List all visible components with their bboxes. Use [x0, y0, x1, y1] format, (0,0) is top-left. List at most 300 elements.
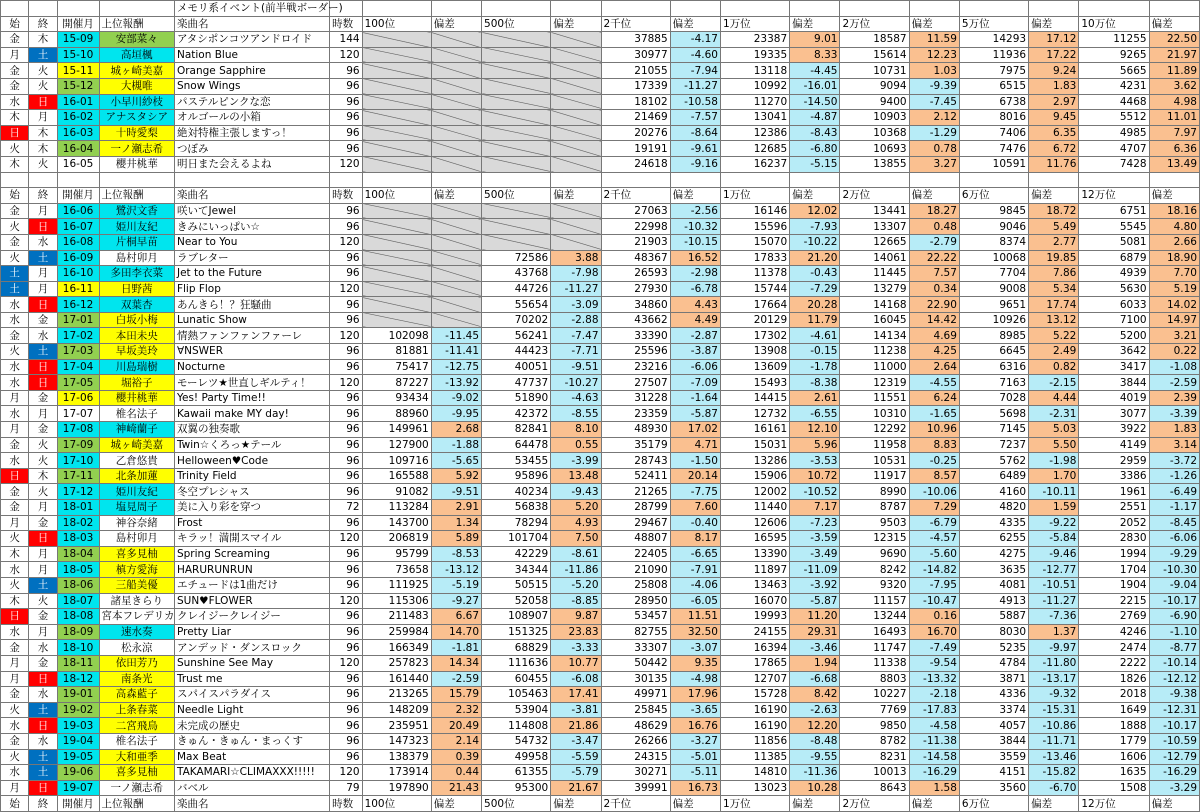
- month-cell[interactable]: 16-02: [57, 110, 99, 126]
- deviation-cell[interactable]: 18.27: [909, 203, 959, 219]
- border-value-cell[interactable]: 44423: [482, 344, 551, 360]
- border-value-cell[interactable]: 13041: [720, 110, 789, 126]
- border-value-cell[interactable]: 2215: [1079, 593, 1149, 609]
- deviation-cell[interactable]: -12.79: [1149, 749, 1199, 765]
- deviation-cell[interactable]: -3.59: [790, 531, 840, 547]
- deviation-cell[interactable]: [431, 203, 481, 219]
- reward-idol-cell[interactable]: 松永涼: [99, 640, 174, 656]
- border-value-cell[interactable]: 64478: [482, 437, 551, 453]
- deviation-cell[interactable]: 13.12: [1029, 312, 1079, 328]
- header-cell[interactable]: 終: [29, 796, 57, 812]
- deviation-cell[interactable]: 1.58: [909, 780, 959, 796]
- reward-idol-cell[interactable]: 日野茜: [99, 281, 174, 297]
- reward-idol-cell[interactable]: 塩見周子: [99, 500, 174, 516]
- border-value-cell[interactable]: 8374: [959, 234, 1028, 250]
- deviation-cell[interactable]: 7.17: [790, 500, 840, 516]
- end-day-cell[interactable]: 日: [29, 531, 57, 547]
- empty-cell[interactable]: [1, 1, 29, 17]
- deviation-cell[interactable]: 9.24: [1029, 63, 1079, 79]
- deviation-cell[interactable]: -11.27: [670, 78, 720, 94]
- start-day-cell[interactable]: 月: [1, 422, 29, 438]
- empty-cell[interactable]: [551, 172, 601, 188]
- border-value-cell[interactable]: 47737: [482, 375, 551, 391]
- empty-cell[interactable]: [790, 1, 840, 17]
- deviation-cell[interactable]: -3.49: [790, 546, 840, 562]
- border-value-cell[interactable]: 7145: [959, 422, 1028, 438]
- reward-idol-cell[interactable]: 大和亜季: [99, 749, 174, 765]
- reward-idol-cell[interactable]: 依田芳乃: [99, 655, 174, 671]
- border-value-cell[interactable]: 5630: [1079, 281, 1149, 297]
- deviation-cell[interactable]: -6.06: [670, 359, 720, 375]
- deviation-cell[interactable]: -8.55: [551, 406, 601, 422]
- empty-cell[interactable]: [720, 1, 789, 17]
- start-day-cell[interactable]: 水: [1, 562, 29, 578]
- border-value-cell[interactable]: 93434: [362, 390, 431, 406]
- border-value-cell[interactable]: 11917: [840, 468, 909, 484]
- deviation-cell[interactable]: -6.79: [909, 515, 959, 531]
- hours-cell[interactable]: 96: [330, 422, 362, 438]
- deviation-cell[interactable]: [551, 125, 601, 141]
- border-value-cell[interactable]: 12665: [840, 234, 909, 250]
- header-cell[interactable]: 500位: [482, 16, 551, 32]
- deviation-cell[interactable]: 6.72: [1029, 141, 1079, 157]
- end-day-cell[interactable]: 土: [29, 702, 57, 718]
- deviation-cell[interactable]: 4.44: [1029, 390, 1079, 406]
- song-cell[interactable]: Nocturne: [174, 359, 329, 375]
- header-cell[interactable]: 偏差: [431, 188, 481, 204]
- border-value-cell[interactable]: 68829: [482, 640, 551, 656]
- deviation-cell[interactable]: -5.60: [909, 546, 959, 562]
- border-value-cell[interactable]: 11551: [840, 390, 909, 406]
- reward-idol-cell[interactable]: 槙方愛海: [99, 562, 174, 578]
- deviation-cell[interactable]: 0.82: [1029, 359, 1079, 375]
- month-cell[interactable]: 18-04: [57, 546, 99, 562]
- start-day-cell[interactable]: 金: [1, 328, 29, 344]
- border-value-cell[interactable]: 48367: [601, 250, 670, 266]
- empty-cell[interactable]: [601, 172, 670, 188]
- song-cell[interactable]: クレイジークレイジー: [174, 609, 329, 625]
- header-cell[interactable]: 偏差: [551, 188, 601, 204]
- deviation-cell[interactable]: -7.71: [551, 344, 601, 360]
- border-value-cell[interactable]: 6738: [959, 94, 1028, 110]
- month-cell[interactable]: 16-12: [57, 297, 99, 313]
- border-value-cell[interactable]: 16493: [840, 624, 909, 640]
- border-value-cell[interactable]: 2830: [1079, 531, 1149, 547]
- border-value-cell[interactable]: 8803: [840, 671, 909, 687]
- border-value-cell[interactable]: 8782: [840, 733, 909, 749]
- deviation-cell[interactable]: -4.60: [670, 47, 720, 63]
- start-day-cell[interactable]: 水: [1, 453, 29, 469]
- deviation-cell[interactable]: 5.19: [1149, 281, 1199, 297]
- border-value-cell[interactable]: [362, 47, 431, 63]
- border-value-cell[interactable]: 13023: [720, 780, 789, 796]
- deviation-cell[interactable]: 7.57: [909, 266, 959, 282]
- deviation-cell[interactable]: -2.31: [1029, 406, 1079, 422]
- end-day-cell[interactable]: 木: [29, 125, 57, 141]
- header-cell[interactable]: 6万位: [959, 796, 1028, 812]
- end-day-cell[interactable]: 日: [29, 359, 57, 375]
- border-value-cell[interactable]: 7237: [959, 437, 1028, 453]
- deviation-cell[interactable]: -9.51: [431, 484, 481, 500]
- start-day-cell[interactable]: 金: [1, 234, 29, 250]
- border-value-cell[interactable]: 4939: [1079, 266, 1149, 282]
- header-cell[interactable]: 偏差: [670, 796, 720, 812]
- deviation-cell[interactable]: 8.17: [670, 531, 720, 547]
- deviation-cell[interactable]: -11.27: [1029, 593, 1079, 609]
- start-day-cell[interactable]: 日: [1, 468, 29, 484]
- border-value-cell[interactable]: 5887: [959, 609, 1028, 625]
- end-day-cell[interactable]: 土: [29, 577, 57, 593]
- end-day-cell[interactable]: 金: [29, 390, 57, 406]
- border-value-cell[interactable]: 8643: [840, 780, 909, 796]
- border-value-cell[interactable]: 4985: [1079, 125, 1149, 141]
- deviation-cell[interactable]: 10.77: [551, 655, 601, 671]
- border-value-cell[interactable]: 28799: [601, 500, 670, 516]
- month-cell[interactable]: 16-09: [57, 250, 99, 266]
- deviation-cell[interactable]: -14.58: [909, 749, 959, 765]
- empty-cell[interactable]: [840, 172, 909, 188]
- end-day-cell[interactable]: 月: [29, 500, 57, 516]
- deviation-cell[interactable]: 11.20: [790, 609, 840, 625]
- month-cell[interactable]: 19-07: [57, 780, 99, 796]
- deviation-cell[interactable]: 1.03: [909, 63, 959, 79]
- deviation-cell[interactable]: 4.49: [670, 312, 720, 328]
- empty-cell[interactable]: [959, 172, 1028, 188]
- start-day-cell[interactable]: 金: [1, 32, 29, 48]
- border-value-cell[interactable]: 1704: [1079, 562, 1149, 578]
- deviation-cell[interactable]: -3.33: [551, 640, 601, 656]
- end-day-cell[interactable]: 日: [29, 718, 57, 734]
- reward-idol-cell[interactable]: 片桐早苗: [99, 234, 174, 250]
- song-cell[interactable]: Frost: [174, 515, 329, 531]
- header-cell[interactable]: 偏差: [1029, 188, 1079, 204]
- start-day-cell[interactable]: 水: [1, 375, 29, 391]
- deviation-cell[interactable]: -7.49: [909, 640, 959, 656]
- reward-idol-cell[interactable]: 喜多見柚: [99, 546, 174, 562]
- border-value-cell[interactable]: 1779: [1079, 733, 1149, 749]
- start-day-cell[interactable]: 月: [1, 671, 29, 687]
- song-cell[interactable]: きゅん・きゅん・まっくす: [174, 733, 329, 749]
- deviation-cell[interactable]: -9.97: [1029, 640, 1079, 656]
- deviation-cell[interactable]: 16.52: [670, 250, 720, 266]
- song-cell[interactable]: TAKAMARI☆CLIMAXXX!!!!!: [174, 765, 329, 781]
- border-value-cell[interactable]: 11238: [840, 344, 909, 360]
- header-cell[interactable]: 偏差: [670, 16, 720, 32]
- deviation-cell[interactable]: 7.97: [1149, 125, 1199, 141]
- end-day-cell[interactable]: 日: [29, 780, 57, 796]
- border-value-cell[interactable]: 10591: [959, 156, 1028, 172]
- deviation-cell[interactable]: -7.95: [909, 577, 959, 593]
- header-cell[interactable]: 上位報酬: [99, 16, 174, 32]
- reward-idol-cell[interactable]: 双葉杏: [99, 297, 174, 313]
- month-cell[interactable]: 17-07: [57, 406, 99, 422]
- deviation-cell[interactable]: -1.98: [1029, 453, 1079, 469]
- deviation-cell[interactable]: -2.18: [909, 687, 959, 703]
- border-value-cell[interactable]: 1961: [1079, 484, 1149, 500]
- song-cell[interactable]: つぼみ: [174, 141, 329, 157]
- deviation-cell[interactable]: 19.85: [1029, 250, 1079, 266]
- header-cell[interactable]: 偏差: [431, 796, 481, 812]
- border-value-cell[interactable]: 30135: [601, 671, 670, 687]
- border-value-cell[interactable]: 6515: [959, 78, 1028, 94]
- border-value-cell[interactable]: 10731: [840, 63, 909, 79]
- border-value-cell[interactable]: 10926: [959, 312, 1028, 328]
- start-day-cell[interactable]: 木: [1, 110, 29, 126]
- deviation-cell[interactable]: -7.29: [790, 281, 840, 297]
- end-day-cell[interactable]: 土: [29, 47, 57, 63]
- border-value-cell[interactable]: 39991: [601, 780, 670, 796]
- start-day-cell[interactable]: 木: [1, 156, 29, 172]
- empty-cell[interactable]: [670, 172, 720, 188]
- border-value-cell[interactable]: 5665: [1079, 63, 1149, 79]
- header-cell[interactable]: 偏差: [1149, 188, 1199, 204]
- deviation-cell[interactable]: -10.17: [1149, 718, 1199, 734]
- deviation-cell[interactable]: -11.36: [790, 765, 840, 781]
- deviation-cell[interactable]: -6.49: [1149, 484, 1199, 500]
- border-value-cell[interactable]: 12732: [720, 406, 789, 422]
- border-value-cell[interactable]: 81881: [362, 344, 431, 360]
- border-value-cell[interactable]: [362, 125, 431, 141]
- month-cell[interactable]: 18-12: [57, 671, 99, 687]
- border-value-cell[interactable]: 12707: [720, 671, 789, 687]
- border-value-cell[interactable]: [362, 156, 431, 172]
- deviation-cell[interactable]: -4.58: [909, 718, 959, 734]
- border-value-cell[interactable]: 30977: [601, 47, 670, 63]
- end-day-cell[interactable]: 金: [29, 515, 57, 531]
- border-value-cell[interactable]: 3635: [959, 562, 1028, 578]
- month-cell[interactable]: 19-01: [57, 687, 99, 703]
- border-value-cell[interactable]: 4151: [959, 765, 1028, 781]
- song-cell[interactable]: ∀NSWER: [174, 344, 329, 360]
- deviation-cell[interactable]: -1.88: [431, 437, 481, 453]
- song-cell[interactable]: Pretty Liar: [174, 624, 329, 640]
- border-value-cell[interactable]: [362, 297, 431, 313]
- reward-idol-cell[interactable]: 姫川友紀: [99, 484, 174, 500]
- deviation-cell[interactable]: 1.83: [1029, 78, 1079, 94]
- border-value-cell[interactable]: 8242: [840, 562, 909, 578]
- border-value-cell[interactable]: 211483: [362, 609, 431, 625]
- end-day-cell[interactable]: 水: [29, 640, 57, 656]
- border-value-cell[interactable]: 101704: [482, 531, 551, 547]
- border-value-cell[interactable]: 27507: [601, 375, 670, 391]
- border-value-cell[interactable]: 14061: [840, 250, 909, 266]
- border-value-cell[interactable]: 10068: [959, 250, 1028, 266]
- start-day-cell[interactable]: 火: [1, 531, 29, 547]
- border-value-cell[interactable]: 26266: [601, 733, 670, 749]
- border-value-cell[interactable]: 30271: [601, 765, 670, 781]
- reward-idol-cell[interactable]: 二宮飛鳥: [99, 718, 174, 734]
- border-value-cell[interactable]: 25808: [601, 577, 670, 593]
- deviation-cell[interactable]: 16.76: [670, 718, 720, 734]
- reward-idol-cell[interactable]: 椎名法子: [99, 733, 174, 749]
- month-cell[interactable]: 16-03: [57, 125, 99, 141]
- border-value-cell[interactable]: 7704: [959, 266, 1028, 282]
- month-cell[interactable]: 17-04: [57, 359, 99, 375]
- month-cell[interactable]: 16-01: [57, 94, 99, 110]
- border-value-cell[interactable]: 7100: [1079, 312, 1149, 328]
- start-day-cell[interactable]: 金: [1, 484, 29, 500]
- border-value-cell[interactable]: 13390: [720, 546, 789, 562]
- border-value-cell[interactable]: 10368: [840, 125, 909, 141]
- hours-cell[interactable]: 96: [330, 250, 362, 266]
- deviation-cell[interactable]: -2.63: [790, 702, 840, 718]
- border-value-cell[interactable]: 7769: [840, 702, 909, 718]
- border-value-cell[interactable]: 48807: [601, 531, 670, 547]
- border-value-cell[interactable]: 16161: [720, 422, 789, 438]
- border-value-cell[interactable]: 14293: [959, 32, 1028, 48]
- song-cell[interactable]: 絶対特権主張しますっ！: [174, 125, 329, 141]
- start-day-cell[interactable]: 水: [1, 765, 29, 781]
- month-cell[interactable]: 17-09: [57, 437, 99, 453]
- border-value-cell[interactable]: 24315: [601, 749, 670, 765]
- deviation-cell[interactable]: [551, 94, 601, 110]
- deviation-cell[interactable]: -9.46: [1029, 546, 1079, 562]
- start-day-cell[interactable]: 月: [1, 655, 29, 671]
- end-day-cell[interactable]: 月: [29, 562, 57, 578]
- border-value-cell[interactable]: 8016: [959, 110, 1028, 126]
- end-day-cell[interactable]: 金: [29, 312, 57, 328]
- deviation-cell[interactable]: -9.02: [431, 390, 481, 406]
- border-value-cell[interactable]: [482, 156, 551, 172]
- hours-cell[interactable]: 96: [330, 718, 362, 734]
- deviation-cell[interactable]: -10.11: [1029, 484, 1079, 500]
- song-cell[interactable]: Yes! Party Time!!: [174, 390, 329, 406]
- border-value-cell[interactable]: [362, 110, 431, 126]
- empty-cell[interactable]: [362, 1, 431, 17]
- month-cell[interactable]: 17-11: [57, 468, 99, 484]
- deviation-cell[interactable]: 14.02: [1149, 297, 1199, 313]
- deviation-cell[interactable]: 21.67: [551, 780, 601, 796]
- deviation-cell[interactable]: -8.61: [551, 546, 601, 562]
- header-cell[interactable]: 時数: [330, 796, 362, 812]
- border-value-cell[interactable]: 75417: [362, 359, 431, 375]
- header-cell[interactable]: 偏差: [431, 16, 481, 32]
- reward-idol-cell[interactable]: 十時愛梨: [99, 125, 174, 141]
- deviation-cell[interactable]: -9.95: [431, 406, 481, 422]
- border-value-cell[interactable]: 9008: [959, 281, 1028, 297]
- deviation-cell[interactable]: -8.77: [1149, 640, 1199, 656]
- border-value-cell[interactable]: 5235: [959, 640, 1028, 656]
- deviation-cell[interactable]: 12.10: [790, 422, 840, 438]
- deviation-cell[interactable]: -7.93: [790, 219, 840, 235]
- deviation-cell[interactable]: -5.87: [790, 593, 840, 609]
- deviation-cell[interactable]: -7.57: [670, 110, 720, 126]
- deviation-cell[interactable]: -6.80: [790, 141, 840, 157]
- deviation-cell[interactable]: -10.52: [790, 484, 840, 500]
- end-day-cell[interactable]: 火: [29, 453, 57, 469]
- hours-cell[interactable]: 96: [330, 406, 362, 422]
- border-value-cell[interactable]: 23387: [720, 32, 789, 48]
- reward-idol-cell[interactable]: 鷺沢文香: [99, 203, 174, 219]
- hours-cell[interactable]: 96: [330, 63, 362, 79]
- deviation-cell[interactable]: 7.70: [1149, 266, 1199, 282]
- hours-cell[interactable]: 96: [330, 468, 362, 484]
- deviation-cell[interactable]: -5.59: [551, 749, 601, 765]
- deviation-cell[interactable]: [431, 312, 481, 328]
- header-cell[interactable]: 500位: [482, 188, 551, 204]
- deviation-cell[interactable]: -6.05: [670, 593, 720, 609]
- border-value-cell[interactable]: 4468: [1079, 94, 1149, 110]
- deviation-cell[interactable]: -11.80: [1029, 655, 1079, 671]
- deviation-cell[interactable]: -11.41: [431, 344, 481, 360]
- empty-cell[interactable]: [720, 172, 789, 188]
- deviation-cell[interactable]: [431, 141, 481, 157]
- deviation-cell[interactable]: -9.22: [1029, 515, 1079, 531]
- reward-idol-cell[interactable]: 安部菜々: [99, 32, 174, 48]
- header-cell[interactable]: 100位: [362, 796, 431, 812]
- border-value-cell[interactable]: 40051: [482, 359, 551, 375]
- reward-idol-cell[interactable]: 白坂小梅: [99, 312, 174, 328]
- border-value-cell[interactable]: 3844: [959, 733, 1028, 749]
- month-cell[interactable]: 16-11: [57, 281, 99, 297]
- deviation-cell[interactable]: 2.14: [431, 733, 481, 749]
- border-value-cell[interactable]: 2018: [1079, 687, 1149, 703]
- border-value-cell[interactable]: 11747: [840, 640, 909, 656]
- header-cell[interactable]: 楽曲名: [174, 16, 329, 32]
- border-value-cell[interactable]: 56241: [482, 328, 551, 344]
- song-cell[interactable]: 咲いてJewel: [174, 203, 329, 219]
- border-value-cell[interactable]: 9651: [959, 297, 1028, 313]
- song-cell[interactable]: Lunatic Show: [174, 312, 329, 328]
- border-value-cell[interactable]: 27930: [601, 281, 670, 297]
- month-cell[interactable]: 17-05: [57, 375, 99, 391]
- header-cell[interactable]: 偏差: [1149, 796, 1199, 812]
- header-cell[interactable]: 時数: [330, 16, 362, 32]
- border-value-cell[interactable]: 6316: [959, 359, 1028, 375]
- deviation-cell[interactable]: 0.22: [1149, 344, 1199, 360]
- hours-cell[interactable]: 96: [330, 453, 362, 469]
- deviation-cell[interactable]: 10.28: [790, 780, 840, 796]
- deviation-cell[interactable]: -1.17: [1149, 500, 1199, 516]
- deviation-cell[interactable]: 4.93: [551, 515, 601, 531]
- end-day-cell[interactable]: 月: [29, 266, 57, 282]
- deviation-cell[interactable]: 11.89: [1149, 63, 1199, 79]
- border-value-cell[interactable]: 13118: [720, 63, 789, 79]
- border-value-cell[interactable]: 11000: [840, 359, 909, 375]
- border-value-cell[interactable]: 11897: [720, 562, 789, 578]
- border-value-cell[interactable]: 34860: [601, 297, 670, 313]
- hours-cell[interactable]: 96: [330, 312, 362, 328]
- border-value-cell[interactable]: 13307: [840, 219, 909, 235]
- empty-cell[interactable]: [57, 172, 99, 188]
- deviation-cell[interactable]: [431, 297, 481, 313]
- border-value-cell[interactable]: 4820: [959, 500, 1028, 516]
- deviation-cell[interactable]: 2.32: [431, 702, 481, 718]
- border-value-cell[interactable]: 149961: [362, 422, 431, 438]
- header-cell[interactable]: 6万位: [959, 188, 1028, 204]
- header-cell[interactable]: 偏差: [909, 16, 959, 32]
- month-cell[interactable]: 16-08: [57, 234, 99, 250]
- border-value-cell[interactable]: 24618: [601, 156, 670, 172]
- deviation-cell[interactable]: -3.99: [551, 453, 601, 469]
- border-value-cell[interactable]: 17833: [720, 250, 789, 266]
- deviation-cell[interactable]: -14.82: [909, 562, 959, 578]
- end-day-cell[interactable]: 日: [29, 219, 57, 235]
- deviation-cell[interactable]: [551, 156, 601, 172]
- hours-cell[interactable]: 96: [330, 733, 362, 749]
- deviation-cell[interactable]: -12.31: [1149, 702, 1199, 718]
- deviation-cell[interactable]: -6.90: [1149, 609, 1199, 625]
- song-cell[interactable]: 明日また会えるよね: [174, 156, 329, 172]
- border-value-cell[interactable]: 87227: [362, 375, 431, 391]
- end-day-cell[interactable]: 火: [29, 593, 57, 609]
- reward-idol-cell[interactable]: 一ノ瀬志希: [99, 141, 174, 157]
- border-value-cell[interactable]: 23359: [601, 406, 670, 422]
- deviation-cell[interactable]: -11.27: [551, 281, 601, 297]
- month-cell[interactable]: 18-11: [57, 655, 99, 671]
- border-value-cell[interactable]: 4149: [1079, 437, 1149, 453]
- empty-cell[interactable]: [1, 172, 29, 188]
